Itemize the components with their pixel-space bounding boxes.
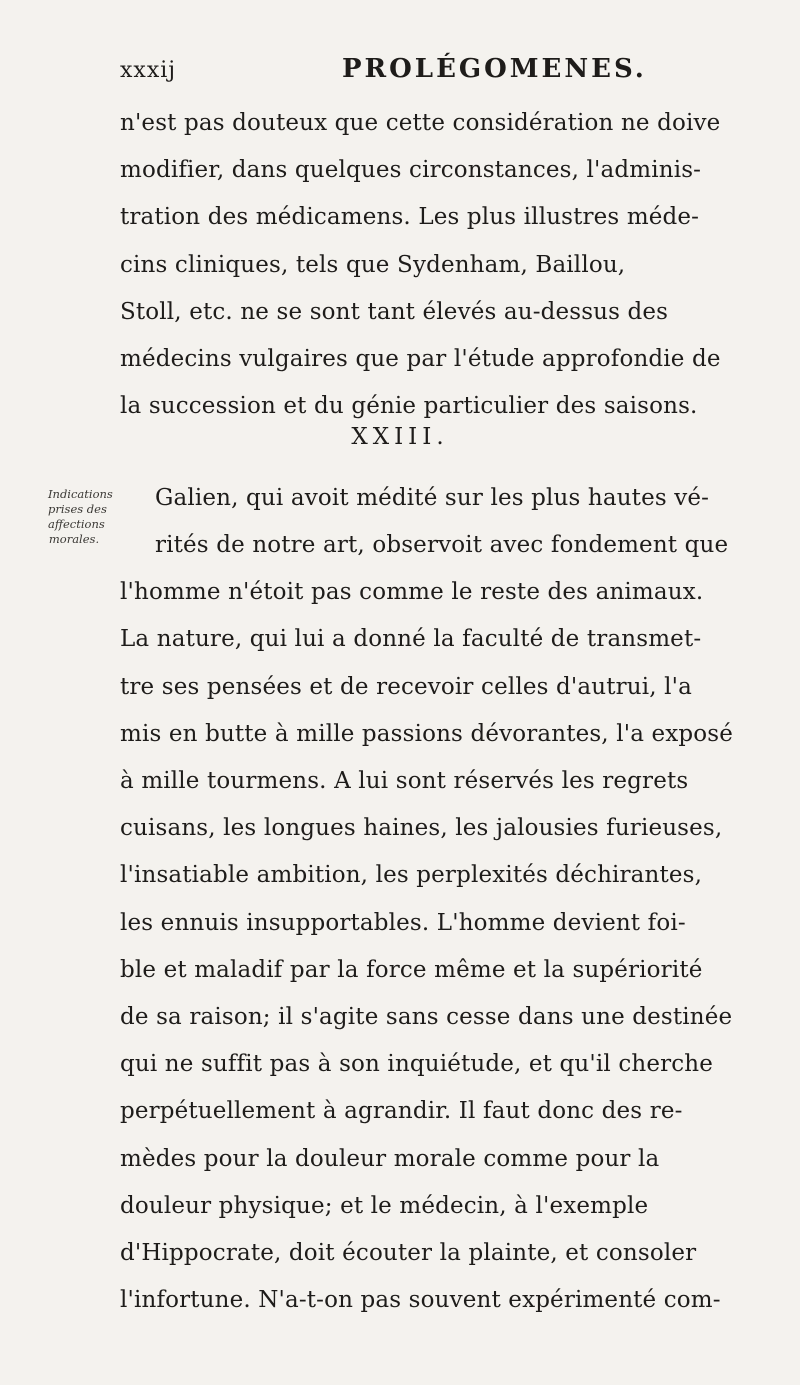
section-heading: XXIII.	[351, 424, 449, 450]
text-line: de sa raison; il s'agite sans cesse dans une destinée	[120, 1004, 733, 1030]
running-head	[120, 54, 760, 88]
text-line: tration des médicamens. Les plus illustres méde-	[120, 204, 700, 230]
text-line: Stoll, etc. ne se sont tant élevés au-dessus des	[120, 299, 669, 325]
text-line: cuisans, les longues haines, les jalousies furieuses,	[120, 815, 723, 841]
text-line: médecins vulgaires que par l'étude approfondie de	[120, 346, 721, 372]
text-line: La nature, qui lui a donné la faculté de transmet-	[120, 626, 702, 652]
page-number: xxxij	[120, 58, 177, 83]
text-line: ble et maladif par la force même et la supériorité	[120, 957, 703, 983]
margin-note	[48, 487, 113, 547]
text-line: douleur physique; et le médecin, à l'exemple	[120, 1193, 649, 1219]
text-line: les ennuis insupportables. L'homme devient foi-	[120, 910, 686, 936]
text-line: qui ne suffit pas à son inquiétude, et qu'il cherche	[120, 1051, 713, 1077]
text-line: l'homme n'étoit pas comme le reste des animaux.	[120, 579, 704, 605]
text-line: cins cliniques, tels que Sydenham, Baillou,	[120, 252, 626, 278]
text-line: l'insatiable ambition, les perplexités déchirantes,	[120, 862, 703, 888]
text-line: mèdes pour la douleur morale comme pour la	[120, 1146, 660, 1172]
text-line: modifier, dans quelques circonstances, l'adminis-	[120, 157, 702, 183]
text-line: tre ses pensées et de recevoir celles d'autrui, l'a	[120, 674, 692, 700]
text-line: la succession et du génie particulier des saisons.	[120, 393, 698, 419]
text-line: l'infortune. N'a-t-on pas souvent expérimenté com-	[120, 1287, 721, 1313]
text-line: rités de notre art, observoit avec fondement que	[155, 532, 729, 558]
text-line: perpétuellement à agrandir. Il faut donc des re-	[120, 1098, 683, 1124]
margin-note-line: morales.	[48, 532, 100, 546]
text-line: à mille tourmens. A lui sont réservés les regrets	[120, 768, 689, 794]
text-line: Galien, qui avoit médité sur les plus hautes vé-	[155, 485, 710, 511]
text-line: n'est pas douteux que cette considération ne doive	[120, 110, 721, 136]
running-title: PROLÉGOMENES.	[342, 54, 647, 84]
text-line: mis en butte à mille passions dévorantes, l'a exposé	[120, 721, 733, 747]
text-line: d'Hippocrate, doit écouter la plainte, et consoler	[120, 1240, 697, 1266]
margin-note-line: affections	[48, 517, 105, 531]
margin-note-line: Indications	[48, 487, 113, 501]
margin-note-line: prises des	[48, 502, 107, 516]
